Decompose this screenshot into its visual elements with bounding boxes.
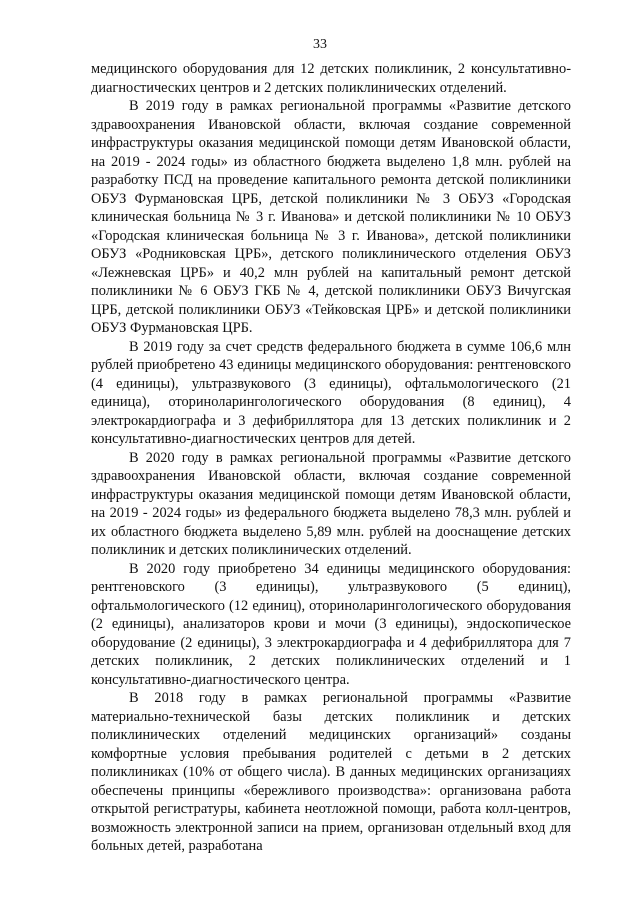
paragraph-2018-regional-program: В 2018 году в рамках региональной программы «Развитие материально-технической базы детских поликлиник и детских поликлинических отделений медицинских организаций» созданы комфортные условия пребывания родителей с детьми в 2 детских поликлиниках (10% от общего числа). В данных медицинских организациях обеспечены принципы «бережливого производства»: организована работа открытой регистратуры, кабинета неотложной помощи, работа колл-центров, возможность электронной записи на прием, организован отдельный вход для больных детей, разработана	[91, 690, 571, 854]
paragraph-2019-regional-program: В 2019 году в рамках региональной программы «Развитие детского здравоохранения Ивановской области, включая создание современной инфраструктуры оказания медицинской помощи детям Ивановской области, на 2019 - 2024 годы» из областного бюджета выделено 1,8 млн. рублей на разработку ПСД на проведение капитального ремонта детской поликлиники ОБУЗ Фурмановская ЦРБ, детской поликлиники № 3 ОБУЗ «Городская клиническая больница № 3 г. Иванова» и детской поликлиники № 10 ОБУЗ «Городская клиническая больница № 3 г. Иванова», детской поликлиники ОБУЗ «Родниковская ЦРБ», детского поликлинического отделения ОБУЗ «Лежневская ЦРБ» и 40,2 млн рублей на капитальный ремонт детской поликлиники № 6 ОБУЗ ГКБ № 4, детской поликлиники ОБУЗ Вичугская ЦРБ, детской поликлиники ОБУЗ «Тейковская ЦРБ» и детской поликлиники ОБУЗ Фурмановская ЦРБ.	[91, 98, 571, 336]
paragraph-2020-equipment: В 2020 году приобретено 34 единицы медицинского оборудования: рентгеновского (3 единицы), ультразвукового (5 единиц), офтальмологического (12 единиц), оториноларингологического оборудования (2 единицы), анализаторов крови и мочи (3 единицы), эндоскопическое оборудование (2 единицы), 3 электрокардиографа и 4 дефибриллятора для 7 детских поликлиник, 2 детских поликлинических отделений и 1 консультативно-диагностического центра.	[91, 560, 571, 688]
page-number: 33	[313, 37, 327, 52]
paragraph-continuation: медицинского оборудования для 12 детских поликлиник, 2 консультативно-диагностических центров и 2 детских поликлинических отделений.	[91, 61, 571, 96]
paragraph-2020-regional-program: В 2020 году в рамках региональной программы «Развитие детского здравоохранения Ивановской области, включая создание современной инфраструктуры оказания медицинской помощи детям Ивановской области, на 2019 - 2024 годы» из федерального бюджета выделено 78,3 млн. рублей и их областного бюджета выделено 5,89 млн. рублей на дооснащение детских поликлиник и детских поликлинических отделений.	[91, 449, 571, 558]
paragraph-2019-federal-budget: В 2019 году за счет средств федерального бюджета в сумме 106,6 млн рублей приобретено 43 единицы медицинского оборудования: рентгеновского (4 единицы), ультразвукового (3 единицы), офтальмологического (21 единица), оториноларингологического оборудования (8 единиц), 4 электрокардиографа и 3 дефибриллятора для 13 детских поликлиник и 2 консультативно-диагностических центров для детей.	[91, 338, 571, 447]
document-body	[91, 60, 571, 856]
